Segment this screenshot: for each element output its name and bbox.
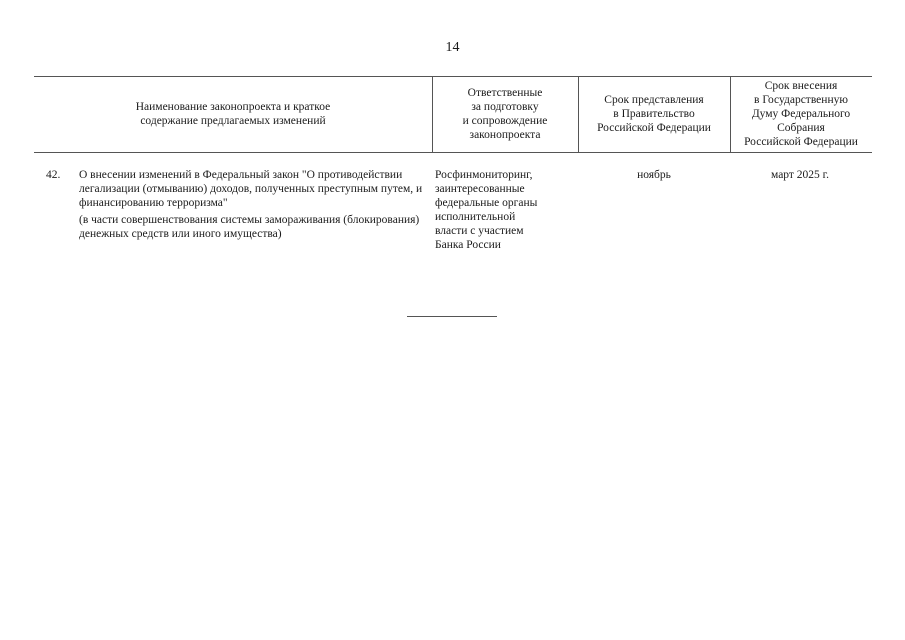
submit-government-term: ноябрь <box>637 169 671 181</box>
header-submit-duma: Срок внесения в Государственную Думу Федерального Собрания Российской Федерации <box>744 80 858 148</box>
row-number: 42. <box>46 169 61 181</box>
bill-title-cell <box>79 168 424 241</box>
document-end-line <box>407 316 497 317</box>
responsible-bodies: Росфинмониторинг, заинтересованные федеральные органы исполнительной власти с участием Банка России <box>435 169 538 251</box>
header-submit-government: Срок представления в Правительство Российской Федерации <box>597 94 711 134</box>
page-number: 14 <box>445 40 460 55</box>
header-responsible: Ответственные за подготовку и сопровождение законопроекта <box>462 87 548 141</box>
submit-duma-term: март 2025 г. <box>771 169 829 181</box>
bill-title: О внесении изменений в Федеральный закон "О противодействии легализации (отмыванию) доходов, полученных преступным путем, и финансированию терроризма" <box>79 169 423 209</box>
bill-subtitle: (в части совершенствования системы замораживания (блокирования) денежных средств или иного имущества) <box>79 214 420 240</box>
header-name: Наименование законопроекта и краткое содержание предлагаемых изменений <box>135 101 331 127</box>
table-header-border <box>34 152 872 153</box>
